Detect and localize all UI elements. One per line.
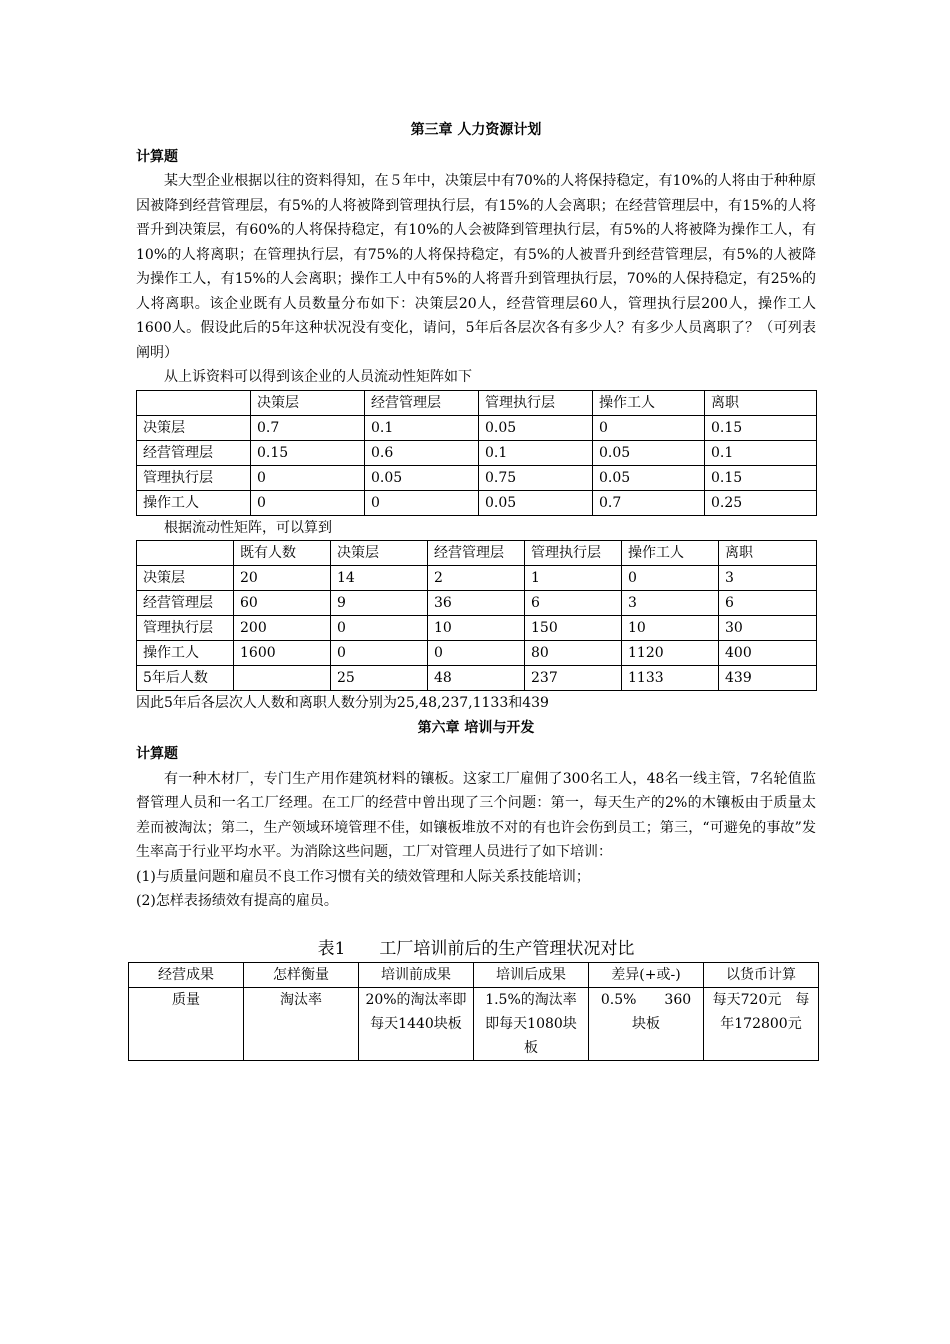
comparison-cell: 培训前成果 [359,962,474,987]
matrix-cell: 离职 [705,390,817,415]
comparison-cell: 1.5%的淘汰率即每天1080块板 [474,987,589,1060]
matrix-header-row [137,390,817,415]
matrix-cell: 0.05 [365,465,479,490]
matrix-cell: 0.7 [593,490,705,515]
result-cell: 439 [719,666,817,691]
matrix-cell: 0.1 [705,440,817,465]
matrix-cell: 经营管理层 [365,390,479,415]
matrix-cell: 0.15 [705,465,817,490]
result-cell: 14 [331,566,428,591]
result-cell: 5年后人数 [137,666,234,691]
result-cell: 237 [525,666,622,691]
result-cell: 25 [331,666,428,691]
comparison-row [129,987,819,1060]
chapter6-problem-text: 有一种木材厂，专门生产用作建筑材料的镶板。这家工厂雇佣了300名工人，48名一线主管，7名轮值监督管理人员和一名工厂经理。在工厂的经营中曾出现了三个问题：第一，每天生产的2%的木镶板由于质量太差而被淘汰；第二，生产领域环境管理不佳，如镶板堆放不对的有也许会伤到员工；第三，“可避免的事故”发生率高于行业平均水平。为消除这些问题，工厂对管理人员进行了如下培训： [136,770,816,860]
result-cell: 3 [622,591,719,616]
result-cell: 离职 [719,541,817,566]
matrix-cell: 0.6 [365,440,479,465]
comparison-header-row [129,962,819,987]
matrix-cell: 0.05 [479,415,593,440]
result-cell: 10 [622,616,719,641]
training-item-2: (2)怎样表扬绩效有提高的雇员。 [136,893,338,909]
matrix-row [137,440,817,465]
comparison-cell: 培训后成果 [474,962,589,987]
result-cell: 既有人数 [234,541,331,566]
result-cell: 3 [719,566,817,591]
comparison-cell: 经营成果 [129,962,244,987]
comparison-cell: 差异(+或-) [589,962,704,987]
matrix-cell: 0 [251,490,365,515]
training-item-1: (1)与质量问题和雇员不良工作习惯有关的绩效管理和人际关系技能培训； [136,868,590,885]
comparison-cell: 每天720元 每年172800元 [704,987,819,1060]
comparison-cell: 质量 [129,987,244,1060]
matrix-cell: 管理执行层 [479,390,593,415]
result-cell: 6 [719,591,817,616]
result-cell: 48 [428,666,525,691]
result-cell: 1600 [234,641,331,666]
result-cell: 60 [234,591,331,616]
matrix-cell: 经营管理层 [137,440,251,465]
matrix-cell: 0.05 [593,465,705,490]
result-cell: 决策层 [331,541,428,566]
matrix-cell: 0 [251,465,365,490]
matrix-cell [137,390,251,415]
matrix-cell: 决策层 [137,415,251,440]
matrix-cell: 0.15 [705,415,817,440]
result-cell: 10 [428,616,525,641]
chapter3-title: 第三章 人力资源计划 [410,122,542,138]
result-cell: 操作工人 [137,641,234,666]
result-cell: 200 [234,616,331,641]
result-cell: 1 [525,566,622,591]
result-intro: 根据流动性矩阵，可以算到 [164,519,332,536]
result-cell: 30 [719,616,817,641]
chapter3-problem-text: 某大型企业根据以往的资料得知，在５年中，决策层中有70%的人将保持稳定，有10%的人将由于种种原因被降到经营管理层，有5%的人将被降到管理执行层，有15%的人会离职；在经营管理层中，有15%的人将晋升到决策层，有60%的人将保持稳定，有10%的人会被降到管理执行层，有5%的人将被降为操作工人，有10%的人将离职；在管理执行层，有75%的人将保持稳定，有5%的人被晋升到经营管理层，有5%的人被降为操作工人，有15%的人会离职；操作工人中有5%的人将晋升到管理执行层，70%的人保持稳定，有25%的人将离职。该企业既有人员数量分布如下：决策层20人，经营管理层60人，管理执行层200人，操作工人1600人。假设此后的5年这种状况没有变化，请问，5年后各层次各有多少人？有多少人员离职了？（可列表阐明） [136,173,816,361]
result-cell: 操作工人 [622,541,719,566]
result-cell: 400 [719,641,817,666]
result-header-row [137,541,817,566]
matrix-cell: 0.25 [705,490,817,515]
matrix-row [137,490,817,515]
matrix-cell: 0 [593,415,705,440]
document-page [136,118,816,1061]
comparison-cell: 以货币计算 [704,962,819,987]
result-cell: 管理执行层 [137,616,234,641]
matrix-row [137,465,817,490]
comparison-cell: 20%的淘汰率即每天1440块板 [359,987,474,1060]
matrix-cell: 0.7 [251,415,365,440]
result-cell: 6 [525,591,622,616]
result-cell: 管理执行层 [525,541,622,566]
matrix-cell: 0.15 [251,440,365,465]
result-cell: 0 [428,641,525,666]
result-cell: 经营管理层 [137,591,234,616]
result-cell: 1133 [622,666,719,691]
comparison-cell: 淘汰率 [244,987,359,1060]
result-cell: 36 [428,591,525,616]
matrix-cell: 操作工人 [593,390,705,415]
matrix-cell: 操作工人 [137,490,251,515]
matrix-cell: 0.05 [593,440,705,465]
chapter3-conclusion: 因此5年后各层次人人数和离职人数分别为25,48,237,1133和439 [136,695,549,711]
result-row [137,566,817,591]
chapter6-title: 第六章 培训与开发 [417,719,535,736]
result-cell: 20 [234,566,331,591]
result-cell: 150 [525,616,622,641]
result-table [136,540,817,691]
result-row [137,666,817,691]
comparison-cell: 0.5% 360块板 [589,987,704,1060]
result-cell: 决策层 [137,566,234,591]
mobility-matrix-table [136,390,817,516]
matrix-cell: 管理执行层 [137,465,251,490]
result-cell: 0 [331,616,428,641]
chapter6-subtitle: 计算题 [136,746,178,762]
training-comparison-table [128,962,819,1061]
result-cell: 经营管理层 [428,541,525,566]
result-row [137,591,817,616]
result-cell: 9 [331,591,428,616]
matrix-cell: 0.05 [479,490,593,515]
matrix-cell: 0 [365,490,479,515]
result-cell [137,541,234,566]
result-row [137,616,817,641]
result-cell: 1120 [622,641,719,666]
result-cell: 0 [331,641,428,666]
matrix-intro: 从上诉资料可以得到该企业的人员流动性矩阵如下 [164,369,472,385]
matrix-cell: 0.1 [479,440,593,465]
matrix-row [137,415,817,440]
matrix-cell: 0.1 [365,415,479,440]
result-cell: 80 [525,641,622,666]
table1-caption: 表1 工厂培训前后的生产管理状况对比 [317,938,635,959]
result-cell: 2 [428,566,525,591]
comparison-cell: 怎样衡量 [244,962,359,987]
result-row [137,641,817,666]
matrix-cell: 0.75 [479,465,593,490]
matrix-cell: 决策层 [251,390,365,415]
result-cell [234,666,331,691]
result-cell: 0 [622,566,719,591]
chapter3-subtitle: 计算题 [136,148,178,165]
